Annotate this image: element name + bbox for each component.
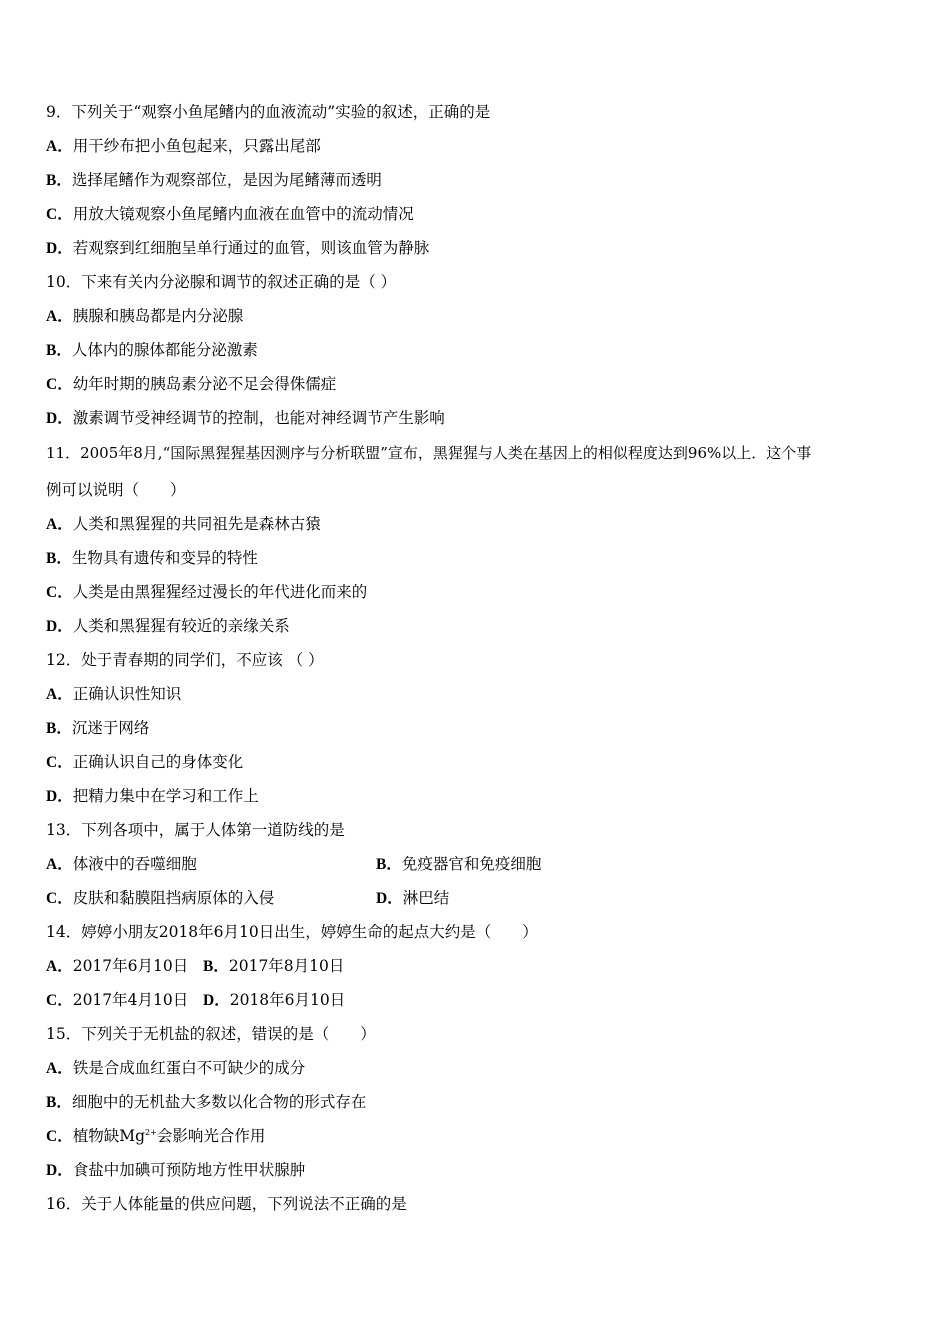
q10-option-b bbox=[46, 340, 258, 360]
q13-option-a bbox=[46, 855, 197, 873]
option-text: 2017年4月10日 bbox=[72, 991, 189, 1009]
option-label: C． bbox=[46, 1128, 73, 1145]
option-label: A． bbox=[46, 1060, 73, 1077]
option-label: D． bbox=[46, 1162, 73, 1179]
question-13-stem: 13．下列各项中，属于人体第一道防线的是 bbox=[46, 821, 345, 839]
q11-option-b bbox=[46, 548, 258, 568]
q14-options-row-1 bbox=[46, 956, 344, 976]
question-11-stem-line2: 例可以说明（ ） bbox=[46, 481, 186, 499]
q11-option-d bbox=[46, 616, 290, 636]
option-text: 若观察到红细胞呈单行通过的血管，则该血管为静脉 bbox=[72, 239, 430, 257]
option-label: C． bbox=[46, 584, 73, 601]
option-text: 免疫器官和免疫细胞 bbox=[401, 855, 542, 873]
option-text: 铁是合成血红蛋白不可缺少的成分 bbox=[72, 1059, 306, 1077]
q10-option-c bbox=[46, 374, 336, 394]
option-text: 人类和黑猩猩有较近的亲缘关系 bbox=[72, 617, 290, 635]
option-label: A． bbox=[46, 856, 73, 873]
option-label: A． bbox=[46, 958, 73, 975]
question-12-stem: 12．处于青春期的同学们，不应该 （ ） bbox=[46, 651, 324, 669]
option-text-before: 植物缺 bbox=[72, 1127, 120, 1145]
option-label: B． bbox=[46, 1094, 72, 1111]
question-14-stem: 14．婷婷小朋友2018年6月10日出生，婷婷生命的起点大约是（ ） bbox=[46, 923, 538, 941]
option-text: 沉迷于网络 bbox=[71, 719, 150, 737]
option-text: 皮肤和黏膜阻挡病原体的入侵 bbox=[72, 889, 275, 907]
q15-option-a bbox=[46, 1058, 305, 1078]
option-text: 激素调节受神经调节的控制，也能对神经调节产生影响 bbox=[72, 409, 445, 427]
option-text: 把精力集中在学习和工作上 bbox=[72, 787, 259, 805]
option-text: 胰腺和胰岛都是内分泌腺 bbox=[72, 307, 244, 325]
q13-option-b bbox=[376, 854, 541, 875]
option-text: 人体内的腺体都能分泌激素 bbox=[71, 341, 258, 359]
option-text: 2017年6月10日 bbox=[72, 957, 189, 975]
q11-option-a bbox=[46, 514, 321, 534]
option-label: A． bbox=[46, 308, 73, 325]
q14-option-c bbox=[46, 991, 188, 1009]
q10-option-d bbox=[46, 408, 445, 428]
option-label: C． bbox=[46, 992, 73, 1009]
q13-option-d bbox=[376, 888, 449, 909]
option-label: A． bbox=[46, 686, 73, 703]
chemical-element: Mg bbox=[119, 1127, 146, 1145]
option-text: 正确认识自己的身体变化 bbox=[72, 753, 244, 771]
q15-option-b bbox=[46, 1092, 366, 1112]
option-label: C． bbox=[46, 376, 73, 393]
q14-options-row-2 bbox=[46, 990, 345, 1010]
option-label: C． bbox=[46, 754, 73, 771]
option-text: 正确认识性知识 bbox=[72, 685, 182, 703]
q13-option-c bbox=[46, 889, 274, 907]
q9-option-c bbox=[46, 204, 414, 224]
option-text: 2018年6月10日 bbox=[229, 991, 346, 1009]
q11-option-c bbox=[46, 582, 367, 602]
ion-charge: 2+ bbox=[145, 1128, 157, 1137]
option-label: D． bbox=[46, 240, 73, 257]
q13-options-row-2 bbox=[46, 888, 906, 908]
q9-option-d bbox=[46, 238, 429, 258]
option-label: B． bbox=[376, 856, 402, 873]
q13-options-row-1 bbox=[46, 854, 906, 874]
q9-option-a bbox=[46, 136, 321, 156]
q14-option-d bbox=[203, 991, 345, 1009]
option-label: A． bbox=[46, 516, 73, 533]
question-11-stem-line1: 11．2005年8月,“国际黑猩猩基因测序与分析联盟”宣布，黑猩猩与人类在基因上的相似程度达到96%以上．这个事 bbox=[46, 444, 812, 462]
option-text: 用干纱布把小鱼包起来，只露出尾部 bbox=[72, 137, 321, 155]
q12-option-c bbox=[46, 752, 243, 772]
q15-option-d bbox=[46, 1160, 305, 1180]
q12-option-d bbox=[46, 786, 259, 806]
option-text: 用放大镜观察小鱼尾鳍内血液在血管中的流动情况 bbox=[72, 205, 414, 223]
option-label: A． bbox=[46, 138, 73, 155]
option-text: 食盐中加碘可预防地方性甲状腺肿 bbox=[72, 1161, 306, 1179]
q9-option-b bbox=[46, 170, 382, 190]
q14-option-b bbox=[203, 957, 344, 975]
option-text-after: 会影响光合作用 bbox=[156, 1127, 266, 1145]
option-label: D． bbox=[376, 890, 403, 907]
option-label: B． bbox=[46, 342, 72, 359]
option-text: 生物具有遗传和变异的特性 bbox=[71, 549, 258, 567]
option-label: C． bbox=[46, 206, 73, 223]
q15-option-c bbox=[46, 1126, 265, 1146]
option-text: 体液中的吞噬细胞 bbox=[72, 855, 197, 873]
option-text: 2017年8月10日 bbox=[228, 957, 345, 975]
option-text: 人类和黑猩猩的共同祖先是森林古猿 bbox=[72, 515, 321, 533]
question-10-stem: 10．下来有关内分泌腺和调节的叙述正确的是（ ） bbox=[46, 273, 397, 291]
option-label: D． bbox=[46, 618, 73, 635]
option-text: 细胞中的无机盐大多数以化合物的形式存在 bbox=[71, 1093, 367, 1111]
q14-option-a bbox=[46, 957, 188, 975]
option-label: B． bbox=[46, 550, 72, 567]
option-text: 选择尾鳍作为观察部位，是因为尾鳍薄而透明 bbox=[71, 171, 382, 189]
option-text: 人类是由黑猩猩经过漫长的年代进化而来的 bbox=[72, 583, 368, 601]
option-text: 淋巴结 bbox=[402, 889, 450, 907]
q12-option-a bbox=[46, 684, 181, 704]
q12-option-b bbox=[46, 718, 149, 738]
option-label: B． bbox=[203, 958, 229, 975]
option-text: 幼年时期的胰岛素分泌不足会得侏儒症 bbox=[72, 375, 337, 393]
option-label: D． bbox=[203, 992, 230, 1009]
question-9-stem: 9．下列关于“观察小鱼尾鳍内的血液流动”实验的叙述，正确的是 bbox=[46, 103, 491, 121]
option-label: B． bbox=[46, 172, 72, 189]
option-label: B． bbox=[46, 720, 72, 737]
question-15-stem: 15．下列关于无机盐的叙述，错误的是（ ） bbox=[46, 1025, 376, 1043]
option-label: D． bbox=[46, 788, 73, 805]
option-label: D． bbox=[46, 410, 73, 427]
option-label: C． bbox=[46, 890, 73, 907]
q10-option-a bbox=[46, 306, 243, 326]
question-16-stem: 16．关于人体能量的供应问题，下列说法不正确的是 bbox=[46, 1195, 407, 1213]
